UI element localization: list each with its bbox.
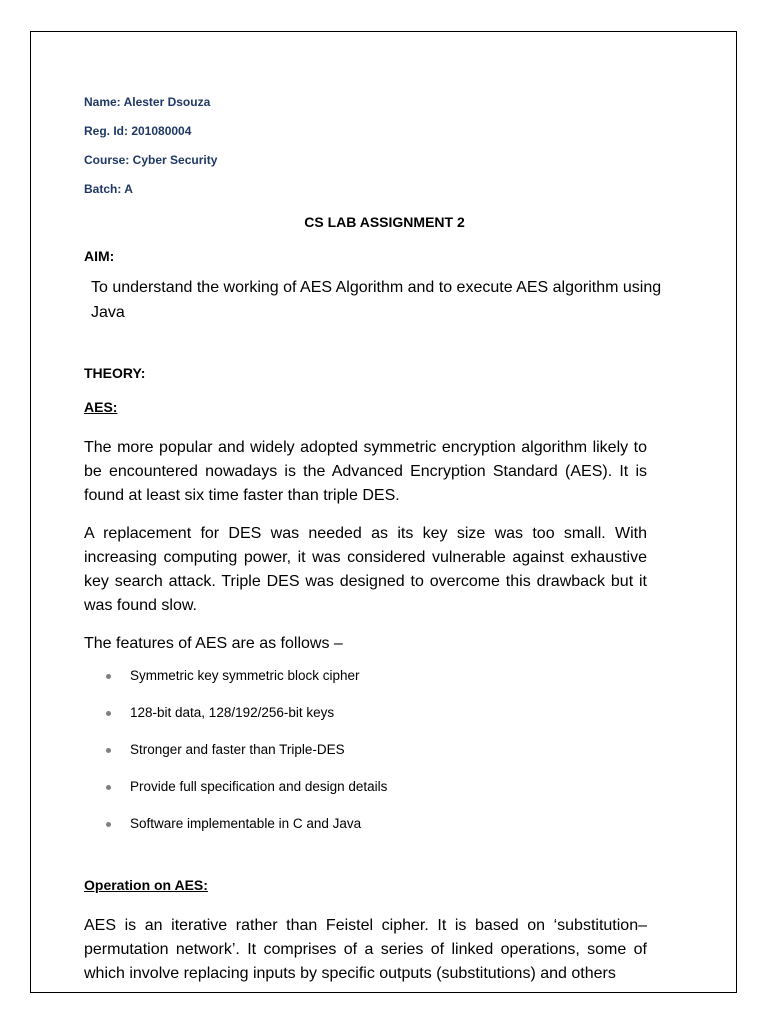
bullet-icon — [106, 748, 111, 753]
bullet-icon — [106, 674, 111, 679]
list-item — [106, 778, 387, 815]
bullet-icon — [106, 785, 111, 790]
document-title: CS LAB ASSIGNMENT 2 — [304, 214, 465, 230]
document-page — [30, 31, 737, 993]
aes-paragraph-2: A replacement for DES was needed as its key size was too small. With increasing computing power, it was considered vulnerable against exhaustive key search attack. Triple DES was designed to overcome this drawback but it was found slow. — [84, 525, 647, 614]
student-name: Name: Alester Dsouza — [84, 95, 211, 109]
aim-text: To understand the working of AES Algorithm and to execute AES algorithm using Java — [91, 279, 662, 321]
feature-text: Symmetric key symmetric block cipher — [130, 668, 360, 683]
list-item — [106, 815, 387, 852]
feature-text: Software implementable in C and Java — [130, 816, 362, 831]
student-course: Course: Cyber Security — [84, 153, 218, 167]
features-intro: The features of AES are as follows – — [84, 635, 343, 652]
feature-text: 128-bit data, 128/192/256-bit keys — [130, 705, 335, 720]
list-item — [106, 667, 387, 704]
operation-heading: Operation on AES: — [84, 877, 208, 893]
student-reg-id: Reg. Id: 201080004 — [84, 124, 192, 138]
list-item — [106, 704, 387, 741]
aes-paragraph-1: The more popular and widely adopted symmetric encryption algorithm likely to be encountered nowadays is the Advanced Encryption Standard (AES). It is found at least six time faster than triple DES. — [84, 439, 647, 504]
bullet-icon — [106, 822, 111, 827]
operation-paragraph: AES is an iterative rather than Feistel cipher. It is based on ‘substitution–permutation network’. It comprises of a series of linked operations, some of which involve replacing inputs by specific outputs (substitutions) and others — [84, 917, 647, 982]
student-batch: Batch: A — [84, 182, 133, 196]
feature-text: Stronger and faster than Triple-DES — [130, 742, 345, 757]
list-item — [106, 741, 387, 778]
aes-heading: AES: — [84, 399, 118, 415]
bullet-icon — [106, 711, 111, 716]
features-list — [106, 667, 387, 852]
feature-text: Provide full specification and design details — [130, 779, 388, 794]
aim-heading: AIM: — [84, 248, 115, 264]
theory-heading: THEORY: — [84, 365, 146, 381]
